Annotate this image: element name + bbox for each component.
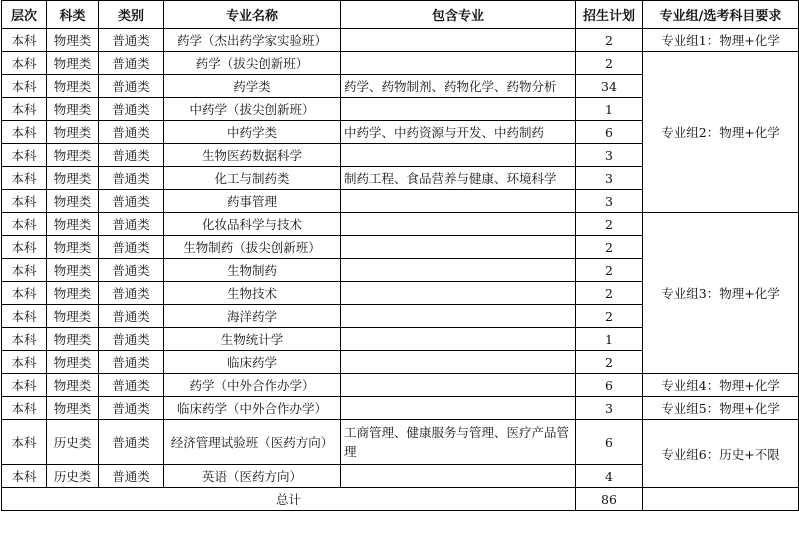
cell-plan: 2 bbox=[576, 282, 643, 305]
cell-group-6: 专业组6：历史+不限 bbox=[643, 420, 799, 488]
cell-plan: 6 bbox=[576, 121, 643, 144]
cell-includes bbox=[341, 29, 576, 52]
cell-plan: 3 bbox=[576, 397, 643, 420]
table-row bbox=[2, 52, 799, 75]
cell-category: 历史类 bbox=[47, 465, 99, 488]
cell-type: 普通类 bbox=[99, 374, 164, 397]
cell-plan: 34 bbox=[576, 75, 643, 98]
cell-includes: 中药学、中药资源与开发、中药制药 bbox=[341, 121, 576, 144]
cell-major: 临床药学 bbox=[164, 351, 341, 374]
cell-includes bbox=[341, 351, 576, 374]
cell-type: 普通类 bbox=[99, 236, 164, 259]
header-includes: 包含专业 bbox=[341, 1, 576, 29]
header-category: 科类 bbox=[47, 1, 99, 29]
header-plan: 招生计划 bbox=[576, 1, 643, 29]
cell-major: 生物医药数据科学 bbox=[164, 144, 341, 167]
cell-type: 普通类 bbox=[99, 52, 164, 75]
cell-type: 普通类 bbox=[99, 29, 164, 52]
cell-group-1: 专业组1：物理+化学 bbox=[643, 29, 799, 52]
cell-level: 本科 bbox=[2, 29, 47, 52]
table-row bbox=[2, 29, 799, 52]
cell-category: 物理类 bbox=[47, 213, 99, 236]
cell-level: 本科 bbox=[2, 282, 47, 305]
cell-category: 物理类 bbox=[47, 328, 99, 351]
cell-group-3: 专业组3：物理+化学 bbox=[643, 213, 799, 374]
cell-plan: 6 bbox=[576, 374, 643, 397]
cell-type: 普通类 bbox=[99, 167, 164, 190]
cell-major: 药学（拔尖创新班） bbox=[164, 52, 341, 75]
cell-level: 本科 bbox=[2, 305, 47, 328]
cell-plan: 6 bbox=[576, 420, 643, 465]
cell-category: 物理类 bbox=[47, 190, 99, 213]
cell-level: 本科 bbox=[2, 236, 47, 259]
cell-category: 物理类 bbox=[47, 282, 99, 305]
header-type: 类别 bbox=[99, 1, 164, 29]
cell-type: 普通类 bbox=[99, 397, 164, 420]
cell-major: 临床药学（中外合作办学） bbox=[164, 397, 341, 420]
cell-type: 普通类 bbox=[99, 98, 164, 121]
cell-category: 物理类 bbox=[47, 351, 99, 374]
cell-includes bbox=[341, 190, 576, 213]
cell-includes bbox=[341, 236, 576, 259]
cell-major: 英语（医药方向） bbox=[164, 465, 341, 488]
cell-includes bbox=[341, 397, 576, 420]
cell-type: 普通类 bbox=[99, 328, 164, 351]
cell-includes bbox=[341, 328, 576, 351]
header-row bbox=[2, 1, 799, 29]
table-row bbox=[2, 420, 799, 465]
cell-type: 普通类 bbox=[99, 144, 164, 167]
cell-category: 历史类 bbox=[47, 420, 99, 465]
cell-includes bbox=[341, 465, 576, 488]
cell-major: 生物制药（拔尖创新班） bbox=[164, 236, 341, 259]
cell-group-4: 专业组4：物理+化学 bbox=[643, 374, 799, 397]
header-level: 层次 bbox=[2, 1, 47, 29]
cell-group-2: 专业组2：物理+化学 bbox=[643, 52, 799, 213]
cell-type: 普通类 bbox=[99, 420, 164, 465]
cell-level: 本科 bbox=[2, 52, 47, 75]
cell-plan: 2 bbox=[576, 29, 643, 52]
cell-level: 本科 bbox=[2, 75, 47, 98]
cell-plan: 2 bbox=[576, 259, 643, 282]
cell-category: 物理类 bbox=[47, 259, 99, 282]
cell-plan: 2 bbox=[576, 236, 643, 259]
cell-level: 本科 bbox=[2, 351, 47, 374]
cell-level: 本科 bbox=[2, 98, 47, 121]
cell-level: 本科 bbox=[2, 213, 47, 236]
cell-level: 本科 bbox=[2, 144, 47, 167]
cell-type: 普通类 bbox=[99, 190, 164, 213]
cell-category: 物理类 bbox=[47, 397, 99, 420]
cell-plan: 1 bbox=[576, 328, 643, 351]
cell-category: 物理类 bbox=[47, 167, 99, 190]
cell-includes: 工商管理、健康服务与管理、医疗产品管理 bbox=[341, 420, 576, 465]
cell-includes bbox=[341, 52, 576, 75]
cell-category: 物理类 bbox=[47, 29, 99, 52]
cell-level: 本科 bbox=[2, 121, 47, 144]
cell-includes bbox=[341, 213, 576, 236]
cell-level: 本科 bbox=[2, 328, 47, 351]
cell-category: 物理类 bbox=[47, 374, 99, 397]
cell-includes bbox=[341, 144, 576, 167]
cell-type: 普通类 bbox=[99, 213, 164, 236]
cell-type: 普通类 bbox=[99, 259, 164, 282]
cell-includes bbox=[341, 374, 576, 397]
cell-major: 中药学（拔尖创新班） bbox=[164, 98, 341, 121]
cell-level: 本科 bbox=[2, 420, 47, 465]
cell-includes: 药学、药物制剂、药物化学、药物分析 bbox=[341, 75, 576, 98]
cell-plan: 1 bbox=[576, 98, 643, 121]
cell-plan: 2 bbox=[576, 305, 643, 328]
cell-includes: 制药工程、食品营养与健康、环境科学 bbox=[341, 167, 576, 190]
total-value: 86 bbox=[576, 488, 643, 511]
cell-category: 物理类 bbox=[47, 236, 99, 259]
cell-includes bbox=[341, 282, 576, 305]
cell-type: 普通类 bbox=[99, 75, 164, 98]
table-row bbox=[2, 374, 799, 397]
cell-major: 药学类 bbox=[164, 75, 341, 98]
cell-plan: 3 bbox=[576, 167, 643, 190]
cell-major: 海洋药学 bbox=[164, 305, 341, 328]
cell-category: 物理类 bbox=[47, 121, 99, 144]
cell-major: 药学（杰出药学家实验班） bbox=[164, 29, 341, 52]
header-group: 专业组/选考科目要求 bbox=[643, 1, 799, 29]
table-row bbox=[2, 213, 799, 236]
cell-category: 物理类 bbox=[47, 98, 99, 121]
cell-major: 化工与制药类 bbox=[164, 167, 341, 190]
cell-level: 本科 bbox=[2, 167, 47, 190]
total-row bbox=[2, 488, 799, 511]
cell-plan: 2 bbox=[576, 52, 643, 75]
cell-category: 物理类 bbox=[47, 305, 99, 328]
cell-type: 普通类 bbox=[99, 305, 164, 328]
cell-category: 物理类 bbox=[47, 75, 99, 98]
cell-type: 普通类 bbox=[99, 121, 164, 144]
cell-type: 普通类 bbox=[99, 465, 164, 488]
table-row bbox=[2, 397, 799, 420]
cell-category: 物理类 bbox=[47, 144, 99, 167]
cell-major: 中药学类 bbox=[164, 121, 341, 144]
cell-plan: 2 bbox=[576, 351, 643, 374]
cell-major: 药事管理 bbox=[164, 190, 341, 213]
cell-includes bbox=[341, 305, 576, 328]
cell-major: 经济管理试验班（医药方向） bbox=[164, 420, 341, 465]
cell-plan: 2 bbox=[576, 213, 643, 236]
cell-major: 化妆品科学与技术 bbox=[164, 213, 341, 236]
admission-plan-table bbox=[1, 0, 799, 511]
cell-major: 药学（中外合作办学） bbox=[164, 374, 341, 397]
cell-major: 生物技术 bbox=[164, 282, 341, 305]
total-group-empty bbox=[643, 488, 799, 511]
cell-level: 本科 bbox=[2, 397, 47, 420]
cell-type: 普通类 bbox=[99, 351, 164, 374]
cell-includes bbox=[341, 98, 576, 121]
header-major: 专业名称 bbox=[164, 1, 341, 29]
cell-plan: 3 bbox=[576, 144, 643, 167]
cell-major: 生物统计学 bbox=[164, 328, 341, 351]
cell-plan: 4 bbox=[576, 465, 643, 488]
cell-group-5: 专业组5：物理+化学 bbox=[643, 397, 799, 420]
cell-major: 生物制药 bbox=[164, 259, 341, 282]
total-label: 总计 bbox=[2, 488, 576, 511]
cell-includes bbox=[341, 259, 576, 282]
cell-level: 本科 bbox=[2, 374, 47, 397]
cell-category: 物理类 bbox=[47, 52, 99, 75]
cell-level: 本科 bbox=[2, 190, 47, 213]
cell-level: 本科 bbox=[2, 259, 47, 282]
cell-plan: 3 bbox=[576, 190, 643, 213]
cell-type: 普通类 bbox=[99, 282, 164, 305]
cell-level: 本科 bbox=[2, 465, 47, 488]
